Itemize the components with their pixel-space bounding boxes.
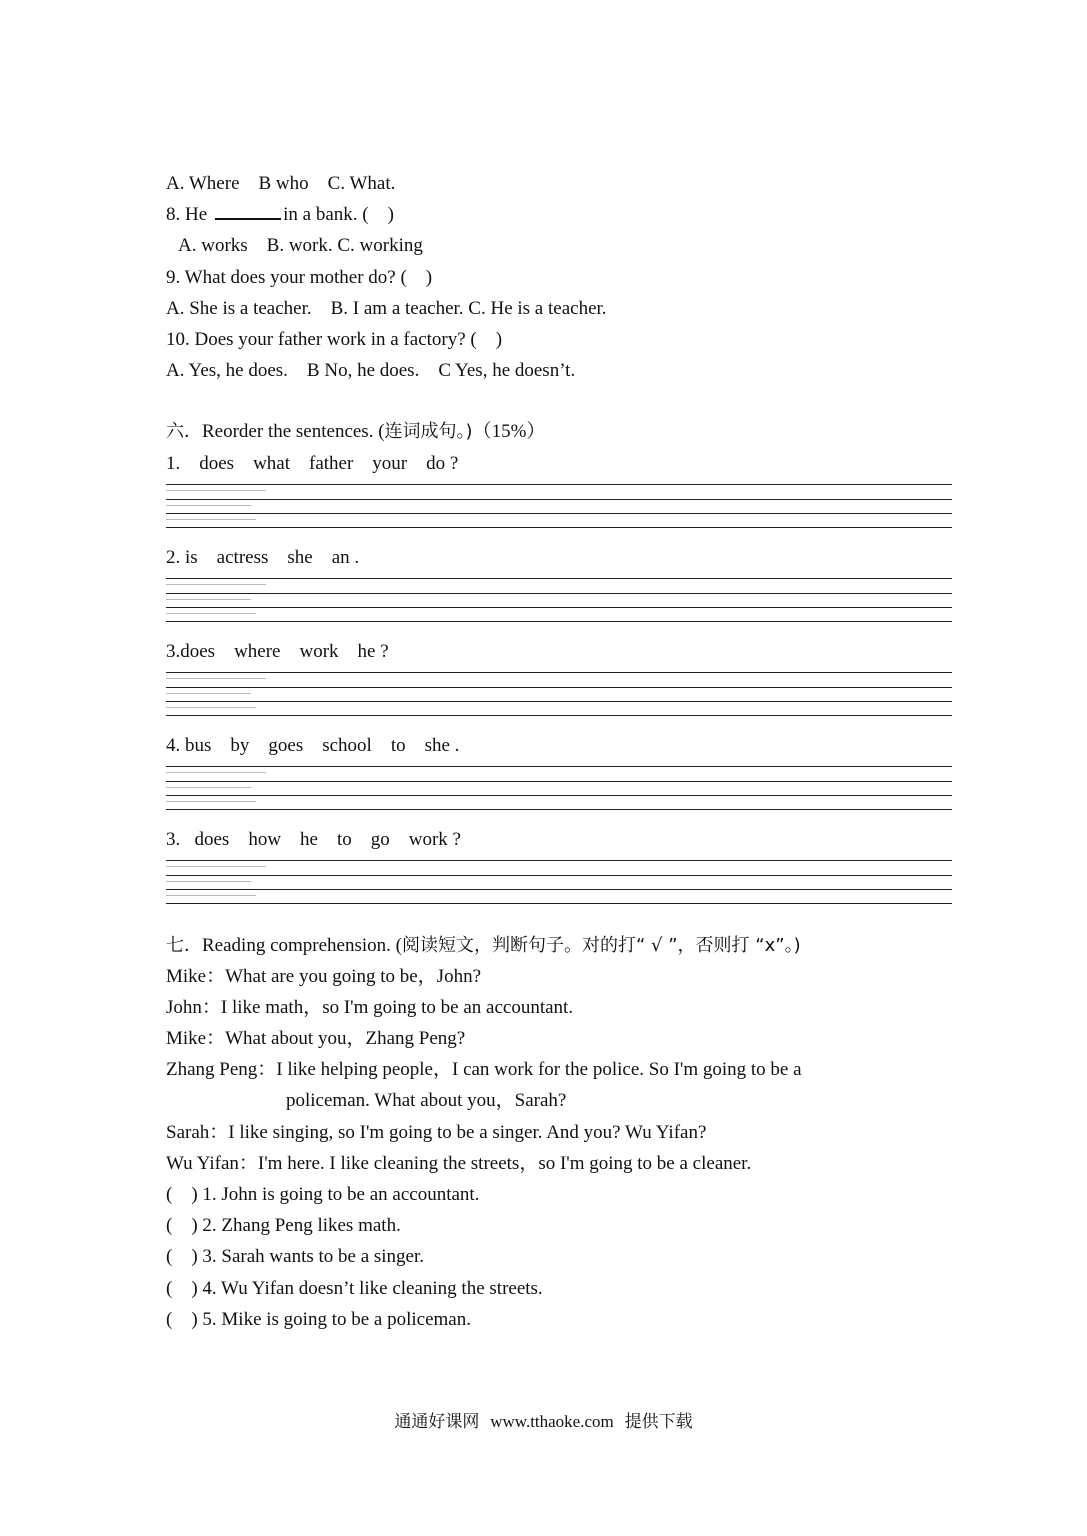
- question-8-stem: 8. He: [166, 204, 208, 226]
- question-7-options: A. Where B who C. What.: [166, 173, 396, 194]
- judgement-item[interactable]: ( ) 1. John is going to be an accountant.: [166, 1184, 480, 1205]
- judgement-item[interactable]: ( ) 5. Mike is going to be a policeman.: [166, 1308, 471, 1330]
- dialogue-line: Wu Yifan：I'm here. I like cleaning the streets，so I'm going to be a cleaner.: [166, 1152, 752, 1174]
- reorder-item: [166, 542, 956, 620]
- judgement-item[interactable]: ( ) 3. Sarah wants to be a singer.: [166, 1246, 425, 1268]
- question-9: 9. What does your mother do? ( ): [166, 266, 433, 288]
- section-7-title: 七．Reading comprehension. (阅读短文，判断句子。对的打“ √ ”，否则打 “x”。): [166, 934, 801, 956]
- writing-lines[interactable]: [166, 668, 956, 714]
- reorder-prompt: 3.does where work he ?: [166, 640, 389, 662]
- question-9-options: A. She is a teacher. B. I am a teacher. C. He is a teacher.: [166, 297, 607, 319]
- writing-lines[interactable]: [166, 762, 956, 808]
- question-8: [166, 199, 956, 230]
- reorder-item: [166, 824, 956, 902]
- dialogue-line: Zhang Peng：I like helping people，I can work for the police. So I'm going to be a: [166, 1059, 802, 1081]
- page-footer: [0, 1407, 1087, 1432]
- reorder-item: [166, 730, 956, 808]
- reorder-item: [166, 448, 956, 526]
- dialogue-line: Mike：What about you，Zhang Peng?: [166, 1028, 466, 1050]
- footer-note: 提供下载: [624, 1412, 693, 1432]
- worksheet-page: [166, 168, 956, 1335]
- footer-site-name: 通通好课网: [394, 1412, 480, 1432]
- footer-url[interactable]: www.tthaoke.com: [490, 1412, 614, 1431]
- writing-lines[interactable]: [166, 574, 956, 620]
- reorder-prompt: 1. does what father your do ?: [166, 452, 459, 474]
- question-10: 10. Does your father work in a factory? ( ): [166, 328, 503, 350]
- dialogue-line: John：I like math，so I'm going to be an accountant.: [166, 996, 574, 1018]
- question-10-options: A. Yes, he does. B No, he does. C Yes, he doesn’t.: [166, 360, 576, 382]
- answer-blank[interactable]: [215, 200, 281, 220]
- writing-lines[interactable]: [166, 856, 956, 902]
- reorder-item: [166, 636, 956, 714]
- writing-lines[interactable]: [166, 480, 956, 526]
- question-8-options: A. works B. work. C. working: [178, 235, 423, 257]
- reorder-prompt: 2. is actress she an .: [166, 546, 360, 568]
- reorder-prompt: 4. bus by goes school to she .: [166, 734, 460, 756]
- section-6-title: 六．Reorder the sentences. (连词成句。)（15%）: [166, 421, 546, 443]
- dialogue-line: Mike：What are you going to be，John?: [166, 965, 482, 987]
- reorder-prompt: 3. does how he to go work ?: [166, 828, 461, 850]
- question-8-tail: in a bank. ( ): [283, 204, 394, 226]
- judgement-item[interactable]: ( ) 2. Zhang Peng likes math.: [166, 1215, 401, 1237]
- judgement-item[interactable]: ( ) 4. Wu Yifan doesn’t like cleaning the streets.: [166, 1277, 543, 1299]
- dialogue-line-continued: policeman. What about you，Sarah?: [286, 1090, 567, 1112]
- dialogue-line: Sarah：I like singing, so I'm going to be a singer. And you? Wu Yifan?: [166, 1121, 707, 1143]
